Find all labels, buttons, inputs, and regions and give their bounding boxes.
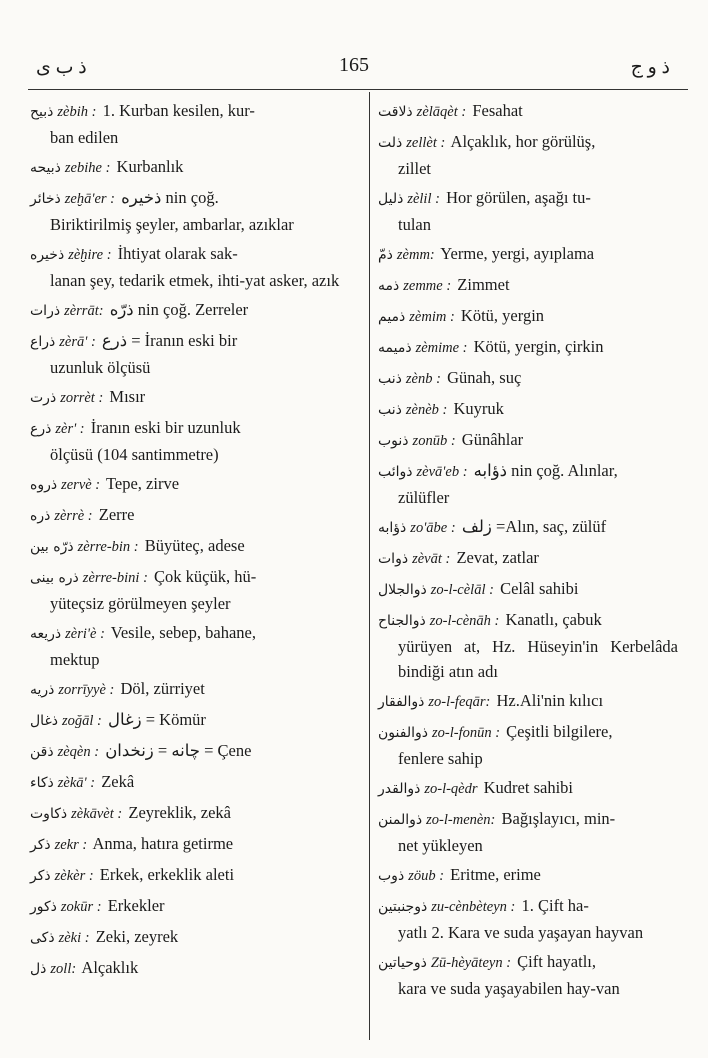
transliteration: zèri'è : [65,626,105,642]
arabic-headword: ذمیم [378,309,406,325]
transliteration: zèlil : [407,191,440,207]
arabic-headword: ذرت [30,390,57,406]
transliteration: zekr : [54,837,88,853]
page-header [0,52,708,82]
dictionary-entry [378,303,678,330]
arabic-headword: ذوالفنون [378,725,428,741]
left-column [30,98,356,986]
definition-continued: yüteçsiz görülmeyen şeyler [50,594,231,613]
definition: Tepe, zirve [105,474,180,493]
definition: زغال = Kömür [108,710,206,729]
definition: Hz.Ali'nin kılıcı [496,691,604,710]
arabic-headword: ذلیل [378,191,404,207]
dictionary-entry [30,471,356,498]
dictionary-entry [30,924,356,951]
transliteration: zöub : [408,868,445,884]
definition: Kudret sahibi [483,778,573,797]
dictionary-entry [30,707,356,734]
definition: Bağışlayıcı, min- [501,809,616,828]
dictionary-entry [30,800,356,827]
definition: Alçaklık [81,958,139,977]
arabic-headword: ذرع [30,421,52,437]
arabic-headword: ذنوب [378,433,409,449]
transliteration: zèkāvèt : [71,806,123,822]
transliteration: zonūb : [412,433,456,449]
arabic-headword: ذبیحه [30,160,61,176]
definition: Vesile, sebep, bahane, [110,623,256,642]
arabic-headword: ذخیره [30,247,65,263]
transliteration: zèbih : [57,104,97,120]
dictionary-entry [378,129,678,181]
definition: Zeyreklik, zekâ [128,803,231,822]
transliteration: zèvāt : [412,551,451,567]
arabic-headword: ذکور [30,899,57,915]
dictionary-entry [378,427,678,454]
dictionary-entry [378,514,678,541]
definition: Yerme, yergi, ayıplama [440,244,595,263]
definition-continued: zülüfler [398,488,450,507]
transliteration: zoll: [50,961,77,977]
arabic-headword: ذغال [30,713,58,729]
definition: Eritme, erime [450,865,541,884]
transliteration: zebihe : [64,160,111,176]
dictionary-entry [30,98,356,150]
transliteration: zèvā'eb : [416,464,468,480]
definition: Kurbanlık [116,157,184,176]
transliteration: zèlāqèt : [416,104,467,120]
definition: Kötü, yergin, çirkin [473,337,604,356]
arabic-headword: ذریعه [30,626,62,642]
transliteration: zo'ābe : [410,520,456,536]
definition: Kanatlı, çabuk [505,610,602,629]
dictionary-entry [378,806,678,858]
dictionary-entry [30,564,356,616]
dictionary-entry [378,241,678,268]
dictionary-entry [30,154,356,181]
definition-continued: zillet [398,159,431,178]
arabic-headword: ذمّ [378,247,393,263]
transliteration: zèr' : [55,421,85,437]
arabic-headword: ذوائب [378,464,413,480]
definition: ذؤابه nin çoğ. Alınlar, [473,461,618,480]
definition: Kuyruk [453,399,504,418]
arabic-headword: ذمیمه [378,340,412,356]
arabic-headword: ذرات [30,303,61,319]
definition: Anma, hatıra getirme [92,834,234,853]
arabic-headword: ذوجنبتین [378,899,428,915]
definition: Çok küçük, hü- [154,567,257,586]
dictionary-entry [378,949,678,1001]
definition: Günah, suç [447,368,522,387]
definition: زلف =Alın, saç, zülüf [461,517,607,536]
transliteration: zorrīyyè : [58,682,115,698]
dictionary-entry [30,955,356,982]
definition: Kötü, yergin [460,306,545,325]
definition: Fesahat [472,101,523,120]
arabic-headword: ذوات [378,551,409,567]
definition: Büyüteç, adese [144,536,245,555]
arabic-headword: ذره [30,508,51,524]
dictionary-entry [30,384,356,411]
definition: Erkek, erkeklik aleti [99,865,235,884]
dictionary-entry [378,458,678,510]
transliteration: zèmime : [415,340,468,356]
arabic-headword: ذکی [30,930,55,946]
dictionary-entry [378,98,678,125]
arabic-headword: ذروه [30,477,58,493]
definition: Zekâ [101,772,135,791]
dictionary-entry [378,607,678,684]
transliteration: zeḫā'er : [64,191,115,207]
dictionary-entry [378,334,678,361]
definition: 1. Kurban kesilen, kur- [102,101,255,120]
transliteration: zellèt : [406,135,446,151]
definition: Erkekler [107,896,165,915]
dictionary-entry [30,533,356,560]
dictionary-entry [30,185,356,237]
arabic-headword: ذوالقدر [378,781,421,797]
transliteration: zo-l-cènāh : [429,613,500,629]
transliteration: zènèb : [405,402,448,418]
arabic-headword: ذلت [378,135,403,151]
arabic-headword: ذوالفقار [378,694,425,710]
arabic-headword: ذخائر [30,191,61,207]
arabic-headword: ذریه [30,682,55,698]
arabic-headword: ذره بینی [30,570,79,586]
definition-continued: yatlı 2. Kara ve suda yaşayan hayvan [398,923,644,942]
definition: Günâhlar [461,430,524,449]
dictionary-entry [30,893,356,920]
transliteration: zemme : [403,278,452,294]
definition: ذخیره nin çoğ. [121,188,219,207]
definition-continued: ban edilen [50,128,119,147]
definition: Zerre [98,505,135,524]
definition: Zeki, zeyrek [95,927,179,946]
dictionary-entry [30,328,356,380]
transliteration: zèqèn : [57,744,100,760]
transliteration: zèmim : [409,309,455,325]
dictionary-entry [378,775,678,802]
definition: 1. Çift ha- [521,896,589,915]
transliteration: zo-l-menèn: [426,812,496,828]
dictionary-entry [30,502,356,529]
arabic-headword: ذوب [378,868,405,884]
definition: ذرع = İranın eski bir [101,331,238,350]
definition-continued: uzunluk ölçüsü [50,358,151,377]
definition-continued: fenlere sahip [398,749,483,768]
arabic-headword: ذکاء [30,775,54,791]
arabic-headword: ذوالمنن [378,812,423,828]
transliteration: zorrèt : [60,390,104,406]
header-right-letters: ذ و ج [630,57,670,78]
arabic-headword: ذمه [378,278,400,294]
dictionary-entry [30,862,356,889]
dictionary-entry [30,241,356,293]
transliteration: zèrre-bini : [82,570,148,586]
transliteration: zèkèr : [54,868,94,884]
transliteration: zervè : [61,477,101,493]
definition: Zevat, zatlar [456,548,539,567]
transliteration: zo-l-fonūn : [431,725,501,741]
arabic-headword: ذنب [378,402,402,418]
definition: Zimmet [457,275,510,294]
dictionary-entry [378,893,678,945]
definition-continued: kara ve suda yaşayabilen hay-van [398,979,620,998]
dictionary-entry [30,297,356,324]
transliteration: zèḫire : [68,247,112,263]
definition: Alçaklık, hor görülüş, [450,132,596,151]
transliteration: zèmm: [396,247,435,263]
arabic-headword: ذکر [30,868,51,884]
transliteration: zo-l-qèdr [424,781,478,797]
transliteration: zoğāl : [62,713,102,729]
transliteration: zèki : [58,930,90,946]
page-number: 165 [339,54,369,76]
dictionary-entry [378,365,678,392]
dictionary-entry [378,862,678,889]
transliteration: zèrrè : [54,508,93,524]
dictionary-entry [30,676,356,703]
transliteration: zèrā' : [59,334,96,350]
arabic-headword: ذکاوت [30,806,68,822]
dictionary-entry [30,415,356,467]
arabic-headword: ذراع [30,334,56,350]
dictionary-entry [30,769,356,796]
definition: Çift hayatlı, [517,952,596,971]
transliteration: Zū-hèyāteyn : [430,955,512,971]
definition: Çeşitli bilgilere, [506,722,613,741]
definition: İhtiyat olarak sak- [117,244,238,263]
definition-continued: tulan [398,215,431,234]
definition-continued: Biriktirilmiş şeyler, ambarlar, azıklar [50,215,294,234]
dictionary-entry [378,545,678,572]
arabic-headword: ذرّه بین [30,539,74,555]
column-divider [369,92,370,1040]
transliteration: zokūr : [60,899,102,915]
definition: Celâl sahibi [500,579,579,598]
dictionary-entry [30,620,356,672]
arabic-headword: ذوحیاتین [378,955,427,971]
arabic-headword: ذبیح [30,104,54,120]
arabic-headword: ذقن [30,744,54,760]
definition-continued: yürüyen at, Hz. Hüseyin'in Kerbelâda bindiği atın adı [398,637,678,681]
definition: Hor görülen, aşağı tu- [446,188,591,207]
dictionary-entry [378,185,678,237]
right-column [378,98,678,1005]
transliteration: zèrrāt: [64,303,104,319]
arabic-headword: ذوالجلال [378,582,427,598]
dictionary-entry [378,396,678,423]
definition: ذرّه nin çoğ. Zerreler [109,300,249,319]
definition-continued: mektup [50,650,100,669]
header-left-letters: ذ ب ی [36,57,87,78]
arabic-headword: ذلاقت [378,104,413,120]
definition: چانه = زنخدان = Çene [105,741,252,760]
definition: İranın eski bir uzunluk [90,418,241,437]
transliteration: zèkā' : [57,775,96,791]
transliteration: zu-cènbèteyn : [431,899,516,915]
transliteration: zo-l-feqār: [428,694,491,710]
header-rule [28,89,688,90]
transliteration: zo-l-cèlāl : [430,582,494,598]
definition: Döl, zürriyet [120,679,205,698]
definition-continued: ölçüsü (104 santimmetre) [50,445,219,464]
dictionary-entry [378,576,678,603]
arabic-headword: ذنب [378,371,402,387]
transliteration: zènb : [405,371,441,387]
dictionary-entry [30,831,356,858]
arabic-headword: ذؤابه [378,520,407,536]
dictionary-entry [378,272,678,299]
transliteration: zèrre-bin : [77,539,139,555]
arabic-headword: ذکر [30,837,51,853]
definition: Mısır [109,387,146,406]
definition-continued: lanan şey, tedarik etmek, ihti-yat asker, azık [50,271,340,290]
arabic-headword: ذل [30,961,47,977]
arabic-headword: ذوالجناح [378,613,426,629]
dictionary-entry [378,719,678,771]
dictionary-entry [378,688,678,715]
dictionary-entry [30,738,356,765]
definition-continued: net yükleyen [398,836,483,855]
